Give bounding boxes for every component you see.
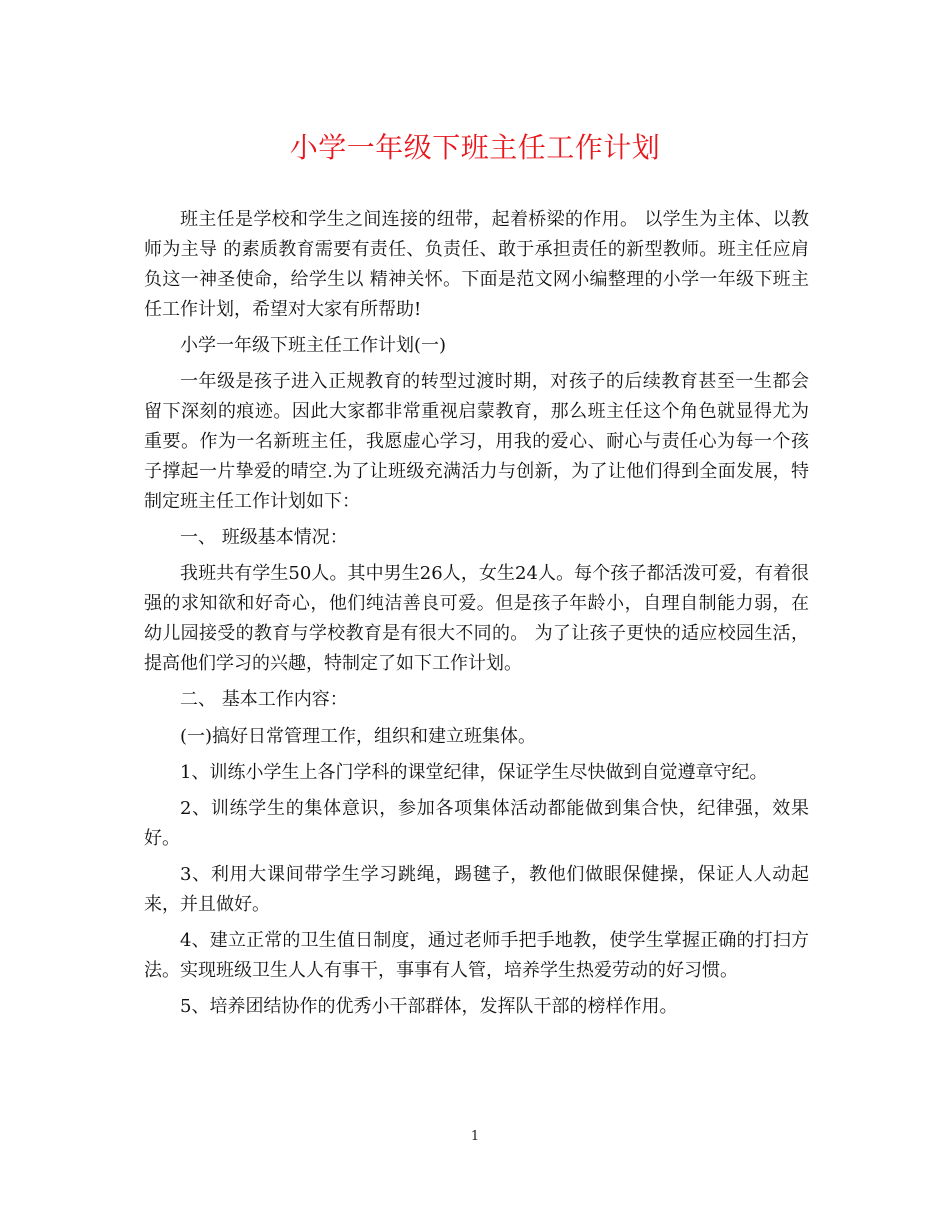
list-item-classroom-discipline: 1、训练小学生上各门学科的课堂纪律，保证学生尽快做到自觉遵章守纪。 xyxy=(180,761,768,783)
paragraph-class-situation: 我班共有学生50人。其中男生26人，女生24人。每个孩子都活泼可爱，有着很强的求知欲和好奇心，他们纯洁善良可爱。但是孩子年龄小，自理自制能力弱，在幼儿园接受的教育与学校教育是有很大不同的。 为了让孩子更快的适应校园生活，提高他们学习的兴趣，特制定了如下工作计划。 xyxy=(144,563,809,675)
list-item-student-leaders: 5、培养团结协作的优秀小干部群体，发挥队干部的榜样作用。 xyxy=(180,996,678,1018)
paragraph-plan-heading: 小学一年级下班主任工作计划(一) xyxy=(180,335,447,357)
page-number: 1 xyxy=(470,1129,480,1144)
list-item-collective-awareness: 2、训练学生的集体意识，参加各项集体活动都能做到集合快，纪律强，效果好。 xyxy=(144,797,809,849)
list-item-recess-activities: 3、利用大课间带学生学习跳绳，踢毽子，教他们做眼保健操，保证人人动起来，并且做好。 xyxy=(144,863,809,915)
subheading-daily-management: (一)搞好日常管理工作，组织和建立班集体。 xyxy=(180,725,537,747)
document-title: 小学一年级下班主任工作计划 xyxy=(289,131,661,164)
paragraph-first-grade-transition: 一年级是孩子进入正规教育的转型过渡时期，对孩子的后续教育甚至一生都会留下深刻的痕迹。因此大家都非常重视启蒙教育，那么班主任这个角色就显得尤为重要。作为一名新班主任，我愿虚心学习，用我的爱心、耐心与责任心为每一个孩子撑起一片挚爱的晴空.为了让班级充满活力与创新，为了让他们得到全面发展，特制定班主任工作计划如下： xyxy=(144,371,809,513)
paragraph-intro: 班主任是学校和学生之间连接的纽带，起着桥梁的作用。 以学生为主体、以教师为主导 的素质教育需要有责任、负责任、敢于承担责任的新型教师。班主任应肩负这一神圣使命，给学生以 精神关怀。下面是范文网小编整理的小学一年级下班主任工作计划，希望对大家有所帮助! xyxy=(144,209,809,320)
section-heading-class-basics: 一、 班级基本情况： xyxy=(180,527,348,549)
section-heading-work-content: 二、 基本工作内容： xyxy=(180,689,348,711)
list-item-hygiene-duty: 4、建立正常的卫生值日制度，通过老师手把手地教，使学生掌握正确的打扫方法。实现班级卫生人人有事干，事事有人管，培养学生热爱劳动的好习惯。 xyxy=(144,929,809,981)
document-body xyxy=(144,205,809,1028)
